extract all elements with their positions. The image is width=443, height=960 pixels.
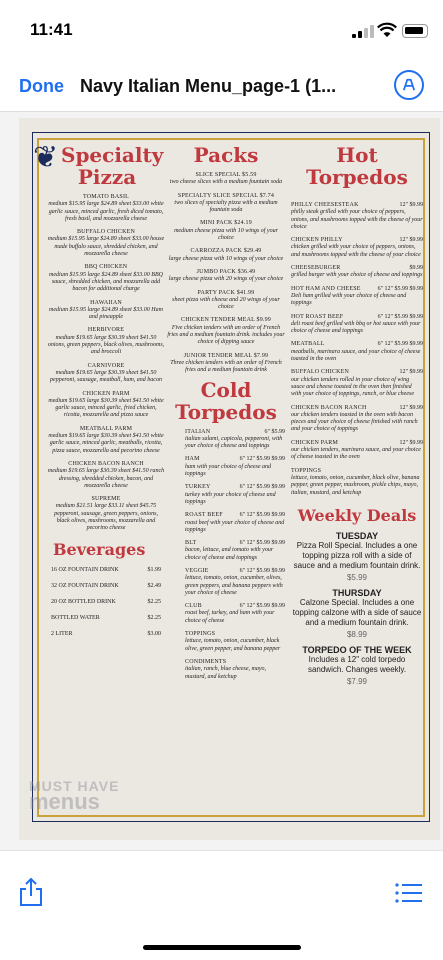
- item-name: CARNIVORE: [87, 362, 125, 369]
- item-name: BUFFALO CHICKEN: [291, 369, 350, 376]
- item-name: CONDIMENTS: [185, 658, 227, 665]
- home-indicator: [143, 945, 301, 950]
- item-name: CARROZZA PACK: [190, 248, 243, 255]
- item-name: SLICE SPECIAL: [195, 172, 241, 178]
- item-description: medium $19.65 large $30.39 sheet $41.50 white garlic sauce, minced garlic, meatballs, ricotta, pizza sauce, mozzarella and pecorino cheese: [48, 433, 164, 454]
- beverage-price: $1.99: [147, 566, 161, 573]
- menu-item: [291, 202, 423, 231]
- weekly-deals-heading: Weekly Deals: [297, 505, 417, 525]
- bottom-toolbar: [0, 850, 443, 960]
- menu-item: [167, 353, 285, 375]
- beverage-row: [51, 567, 161, 573]
- item-description: medium $15.95 large $24.89 sheet $33.00 house made buffalo sauce, shredded chicken, and mozzarella cheese: [47, 236, 165, 258]
- menu-item: [185, 568, 285, 597]
- specialty-pizza-heading: Specialty Pizza: [61, 143, 164, 189]
- item-name: PHILLY CHEESESTEAK: [291, 202, 359, 208]
- beverage-list: [47, 567, 165, 637]
- menu-item-row: [291, 440, 423, 447]
- item-name: HAM: [185, 456, 200, 463]
- menu-item: [185, 429, 285, 451]
- beverages-heading: Beverages: [53, 539, 146, 559]
- deal-description: Pizza Roll Special. Includes a one topping pizza roll with a side of sauce and a medium fountain drink.: [293, 540, 421, 570]
- menu-item: [291, 440, 423, 462]
- flourish-ornament-icon: ❦: [33, 141, 59, 174]
- beverage-row: [51, 631, 161, 637]
- menu-item-row: [185, 631, 285, 638]
- wifi-icon: [377, 22, 397, 38]
- menu-item-row: [185, 659, 285, 666]
- menu-item-name: [167, 220, 285, 227]
- menu-item: [185, 540, 285, 562]
- item-description: our chicken tenders toasted in the oven with bacon pieces and your choice of cheese finished with ranch and your choice of toppings: [291, 411, 418, 433]
- menu-item: [185, 512, 285, 534]
- menu-page: [19, 118, 440, 840]
- menu-item: [291, 237, 423, 259]
- item-name: VEGGIE: [185, 567, 209, 574]
- menu-item: [47, 264, 165, 293]
- menu-item: [291, 286, 423, 308]
- menu-item-name: [167, 353, 285, 360]
- item-name: TURKEY: [185, 484, 211, 491]
- packs-heading: Packs: [193, 143, 259, 167]
- item-description: medium $19.65 large $30.39 sheet $41.50 pepperoni, sausage, meatball, ham, and bacon: [50, 369, 162, 384]
- menu-item: [47, 194, 165, 223]
- item-description: ham with your choice of cheese and toppings: [185, 463, 271, 478]
- item-description: medium $15.95 large $24.89 sheet $33.00 BBQ sauce, shredded chicken, and mozzarella add bacon for additional charge: [49, 271, 163, 293]
- item-name: HOT ROAST BEEF: [291, 313, 344, 320]
- item-description: bacon, lettuce, and tomato with your choice of cheese and toppings: [185, 547, 274, 561]
- column-middle: [167, 144, 285, 687]
- item-price: 12" $9.99: [399, 369, 423, 376]
- item-name: SPECIALTY SLICE SPECIAL: [177, 192, 258, 199]
- beverage-name: 20 OZ BOTTLED DRINK: [51, 598, 116, 605]
- hot-list: [291, 202, 423, 497]
- deal-description: Calzone Special. Includes a one topping calzone with a side of sauce and a medium fountain drink.: [292, 597, 422, 627]
- item-price: 6" 12" $5.99 $9.99: [239, 456, 285, 463]
- menu-item: [185, 631, 285, 653]
- item-name: MEATBALL PARM: [79, 425, 133, 432]
- item-description: lettuce, tomato, onion, cucumber, black olive, green pepper, and banana pepper: [185, 638, 281, 652]
- item-price: $29.49: [243, 248, 262, 255]
- menu-item-row: [291, 468, 423, 475]
- item-price: $7.99: [253, 352, 269, 359]
- menu-item: [47, 300, 165, 322]
- done-button[interactable]: Done: [19, 76, 64, 96]
- menu-item-name: [167, 317, 285, 324]
- item-name: JUNIOR TENDER MEAL: [183, 352, 253, 359]
- item-description: Deli ham grilled with your choice of cheese and toppings: [291, 292, 407, 307]
- item-description: Three chicken tenders with an order of French fries and a medium fountain drink: [170, 359, 282, 374]
- item-name: CHEESEBURGER: [291, 265, 341, 272]
- item-name: HAWAIIAN: [90, 299, 122, 306]
- menu-item: [291, 265, 423, 280]
- menu-item: [185, 484, 285, 506]
- beverage-row: [51, 599, 161, 605]
- item-description: Five chicken tenders with an order of French fries and a medium fountain drink. includes your choice of dipping sauce: [167, 324, 285, 346]
- menu-item-row: [185, 512, 285, 519]
- item-name: MINI PACK: [200, 220, 233, 227]
- beverage-name: BOTTLED WATER: [51, 614, 100, 621]
- item-price: 12" $9.99: [399, 439, 423, 446]
- item-name: SUPREME: [91, 496, 121, 503]
- item-name: ITALIAN: [185, 428, 211, 435]
- column-left: [47, 144, 165, 647]
- item-name: CHICKEN BACON RANCH: [68, 460, 144, 467]
- item-price: 12" $9.99: [399, 404, 423, 411]
- item-price: $9.99: [256, 317, 271, 324]
- item-description: italian salami, capicola, pepperoni, with your choice of cheese and toppings: [185, 435, 283, 450]
- menu-item: [291, 314, 423, 336]
- menu-item: [167, 172, 285, 187]
- item-name: HERBIVORE: [87, 327, 125, 334]
- weekly-list: [291, 531, 423, 686]
- watermark-logo: MUST HAVE menus: [29, 778, 120, 814]
- item-name: CHICKEN PARM: [291, 439, 339, 446]
- item-price: 6" 12" $5.99 $9.99: [239, 540, 285, 547]
- deal-day: THURSDAY: [332, 587, 382, 598]
- menu-item: [47, 426, 165, 455]
- item-description: roast beef with your choice of cheese and toppings: [185, 519, 285, 533]
- menu-item: [47, 391, 165, 420]
- item-description: medium cheese pizza with 10 wings of your choice: [174, 227, 278, 242]
- menu-item: [167, 248, 285, 263]
- item-description: lettuce, tomato, onion, cucumber, olives, green peppers, and banana peppers with your choice of cheese: [185, 575, 283, 596]
- item-price: 6" $5.99: [264, 428, 285, 435]
- beverage-name: 2 LITER: [51, 630, 73, 637]
- item-description: roast beef, turkey, and ham with your choice of cheese: [185, 610, 275, 624]
- item-description: meatballs, marinara sauce, and your choice of cheese toasted in the oven: [291, 348, 421, 363]
- pizza-list: [47, 194, 165, 533]
- menu-item-name: [167, 193, 285, 200]
- menu-item-row: [291, 341, 423, 348]
- cellular-signal-icon: [352, 25, 374, 38]
- item-price: $36.49: [237, 268, 256, 275]
- item-price: 6" 12" $5.99 $9.99: [377, 341, 423, 348]
- menu-item-name: [167, 290, 285, 297]
- menu-item-row: [185, 429, 285, 436]
- beverage-row: [51, 583, 161, 589]
- item-description: lettuce, tomato, onion, cucumber, black olive, banana pepper, green pepper, mushroom, pickle chips, mayo, italian, mustard, and ketchup: [291, 474, 420, 496]
- item-price: 6" 12" $5.99 $9.99: [239, 512, 285, 519]
- menu-item-name: [47, 327, 165, 334]
- menu-item: [47, 327, 165, 356]
- item-price: $24.19: [234, 220, 252, 227]
- share-icon[interactable]: [18, 877, 44, 907]
- item-name: CHICKEN BACON RANCH: [291, 404, 367, 411]
- item-description: chicken grilled with your choice of peppers, onions, and mushrooms topped with the cheese of your choice: [291, 244, 421, 258]
- item-description: medium $19.65 large $30.39 sheet $41.50 onions, green peppers, black olives, mushrooms, and broccoli: [47, 334, 165, 356]
- status-time: 11:41: [30, 20, 73, 39]
- deal-price: $5.99: [346, 572, 368, 582]
- deal-day: TORPEDO OF THE WEEK: [302, 644, 412, 655]
- status-bar: [0, 0, 443, 62]
- item-name: BLT: [185, 540, 197, 547]
- menu-item: [47, 461, 165, 490]
- document-viewer[interactable]: [0, 112, 443, 850]
- menu-item-name: [47, 426, 165, 433]
- item-name: CHICKEN TENDER MEAL: [181, 317, 255, 324]
- menu-item-row: [291, 405, 423, 412]
- item-description: our chicken tenders rolled in your choice of wing sauce and cheese toasted in the oven then finished with your choice of toppings, ranch, or blue cheese: [291, 376, 414, 398]
- item-description: grilled burger with your choice of cheese and toppings: [291, 272, 423, 279]
- menu-item: [167, 193, 285, 215]
- menu-item-name: [47, 264, 165, 271]
- item-description: sheet pizza with cheese and 20 wings of your choice: [172, 296, 280, 311]
- item-description: medium $15.95 large $24.89 sheet $33.00 white garlic sauce, minced garlic, fresh diced tomato, fresh basil, and mozzarella cheese: [48, 201, 164, 222]
- item-name: PARTY PACK: [197, 289, 236, 296]
- menu-item: [47, 229, 165, 258]
- menu-item: [185, 659, 285, 681]
- menu-item-name: [167, 248, 285, 255]
- menu-item: [291, 405, 423, 434]
- beverage-price: $2.49: [147, 582, 161, 589]
- hot-torpedos-heading: Hot Torpedos: [306, 143, 408, 189]
- item-price: $41.99: [236, 289, 255, 296]
- item-name: BUFFALO CHICKEN: [76, 229, 136, 236]
- item-price: $7.74: [259, 192, 275, 199]
- item-name: MEATBALL: [291, 341, 325, 348]
- item-description: large cheese pizza with 20 wings of your choice: [168, 276, 284, 283]
- deal-day: TUESDAY: [335, 530, 379, 541]
- item-name: CHICKEN PHILLY: [291, 237, 343, 244]
- menu-item-row: [185, 484, 285, 491]
- menu-item-name: [47, 300, 165, 307]
- item-price: 6" 12" $5.99 $9.99: [239, 484, 285, 491]
- deal-description: Includes a 12" cold torpedo sandwich. Changes weekly.: [307, 654, 407, 674]
- menu-item: [291, 369, 423, 398]
- item-price: $9.99: [409, 265, 423, 272]
- document-title: Navy Italian Menu_page-1 (1...: [80, 76, 337, 96]
- item-name: JUMBO PACK: [196, 268, 236, 275]
- item-description: medium $19.65 large $30.39 sheet $41.50 white garlic sauce, minced garlic, fried chicken, ricotta, mozzarella and pizza sauce: [48, 397, 164, 419]
- item-description: two slices of specialty pizza with a medium fountain soda: [174, 199, 278, 214]
- item-description: medium $19.65 large $30.39 sheet $41.50 ranch dressing, shredded chicken, bacon, and mozzarella cheese: [47, 468, 165, 489]
- item-price: 12" $9.99: [399, 237, 423, 244]
- menu-item-row: [291, 286, 423, 293]
- item-description: medium $21.51 large $33.11 sheet $45.75 pepperoni, sausage, green peppers, onions, black olives, mushrooms, mozzarella and pecorino cheese: [54, 503, 158, 532]
- beverage-row: [51, 615, 161, 621]
- item-description: turkey with your choice of cheese and toppings: [185, 491, 276, 505]
- item-name: BBQ CHICKEN: [84, 264, 128, 271]
- menu-item: [167, 317, 285, 346]
- cold-torpedos-heading: Cold Torpedos: [175, 377, 277, 424]
- beverage-price: $3.00: [147, 630, 161, 637]
- menu-item-row: [291, 369, 423, 376]
- item-description: large cheese pizza with 10 wings of your choice: [168, 255, 284, 262]
- menu-item-name: [47, 391, 165, 398]
- deal-price: $7.99: [346, 676, 368, 686]
- item-name: CHICKEN PARM: [82, 390, 130, 397]
- menu-item: [291, 468, 423, 497]
- item-price: 6" 12" $5.99 $9.99: [239, 603, 285, 610]
- beverage-name: 16 OZ FOUNTAIN DRINK: [51, 566, 119, 573]
- markup-pen-icon[interactable]: [394, 70, 424, 100]
- menu-item: [291, 341, 423, 363]
- item-description: italian, ranch, blue cheese, mayo, mustard, and ketchup: [185, 666, 266, 680]
- item-price: $5.59: [242, 172, 257, 178]
- cold-list: [167, 429, 285, 681]
- column-right: [291, 144, 423, 692]
- list-view-icon[interactable]: [395, 883, 423, 903]
- item-price: 6" 12" $5.99 $9.99: [377, 285, 423, 292]
- menu-item-row: [185, 456, 285, 463]
- deal-price: $8.99: [346, 629, 368, 639]
- menu-item-row: [185, 540, 285, 547]
- menu-item-row: [185, 568, 285, 575]
- menu-item: [167, 269, 285, 284]
- item-description: philly steak grilled with your choice of peppers, onions, and mushrooms topped with the cheese of your choice: [291, 209, 423, 230]
- item-name: TOPPINGS: [291, 467, 322, 474]
- item-description: two cheese slices with a medium fountain soda: [169, 179, 283, 186]
- item-description: deli roast beef grilled with bbq or hot sauce with your choice of cheese and toppings: [291, 320, 421, 335]
- menu-item: [167, 290, 285, 312]
- menu-item: [47, 363, 165, 385]
- menu-item-name: [47, 363, 165, 370]
- item-name: TOPPINGS: [185, 631, 216, 638]
- menu-item: [185, 603, 285, 625]
- item-price: 6" 12" $5.99 $9.99: [377, 313, 423, 320]
- beverage-price: $2.25: [147, 598, 161, 605]
- menu-item: [47, 496, 165, 532]
- menu-item: [167, 220, 285, 242]
- item-price: 12" $9.99: [399, 202, 423, 208]
- menu-item: [185, 456, 285, 478]
- beverage-name: 32 OZ FOUNTAIN DRINK: [51, 582, 119, 589]
- item-price: 6" 12" $5.99 $9.99: [239, 567, 285, 574]
- item-name: CLUB: [185, 603, 202, 610]
- item-description: our chicken tenders, marinara sauce, and your choice of cheese toasted in the oven: [291, 447, 421, 461]
- navigation-bar: [0, 62, 443, 112]
- item-description: medium $15.95 large $24.89 sheet $33.00 Ham and pineapple: [49, 306, 163, 321]
- battery-icon: [402, 24, 428, 38]
- menu-item-row: [291, 314, 423, 321]
- beverage-price: $2.25: [147, 614, 161, 621]
- item-name: ROAST BEEF: [185, 512, 223, 519]
- item-name: TOMATO BASIL: [82, 194, 130, 200]
- item-name: HOT HAM AND CHEESE: [291, 285, 361, 292]
- packs-list: [167, 172, 285, 375]
